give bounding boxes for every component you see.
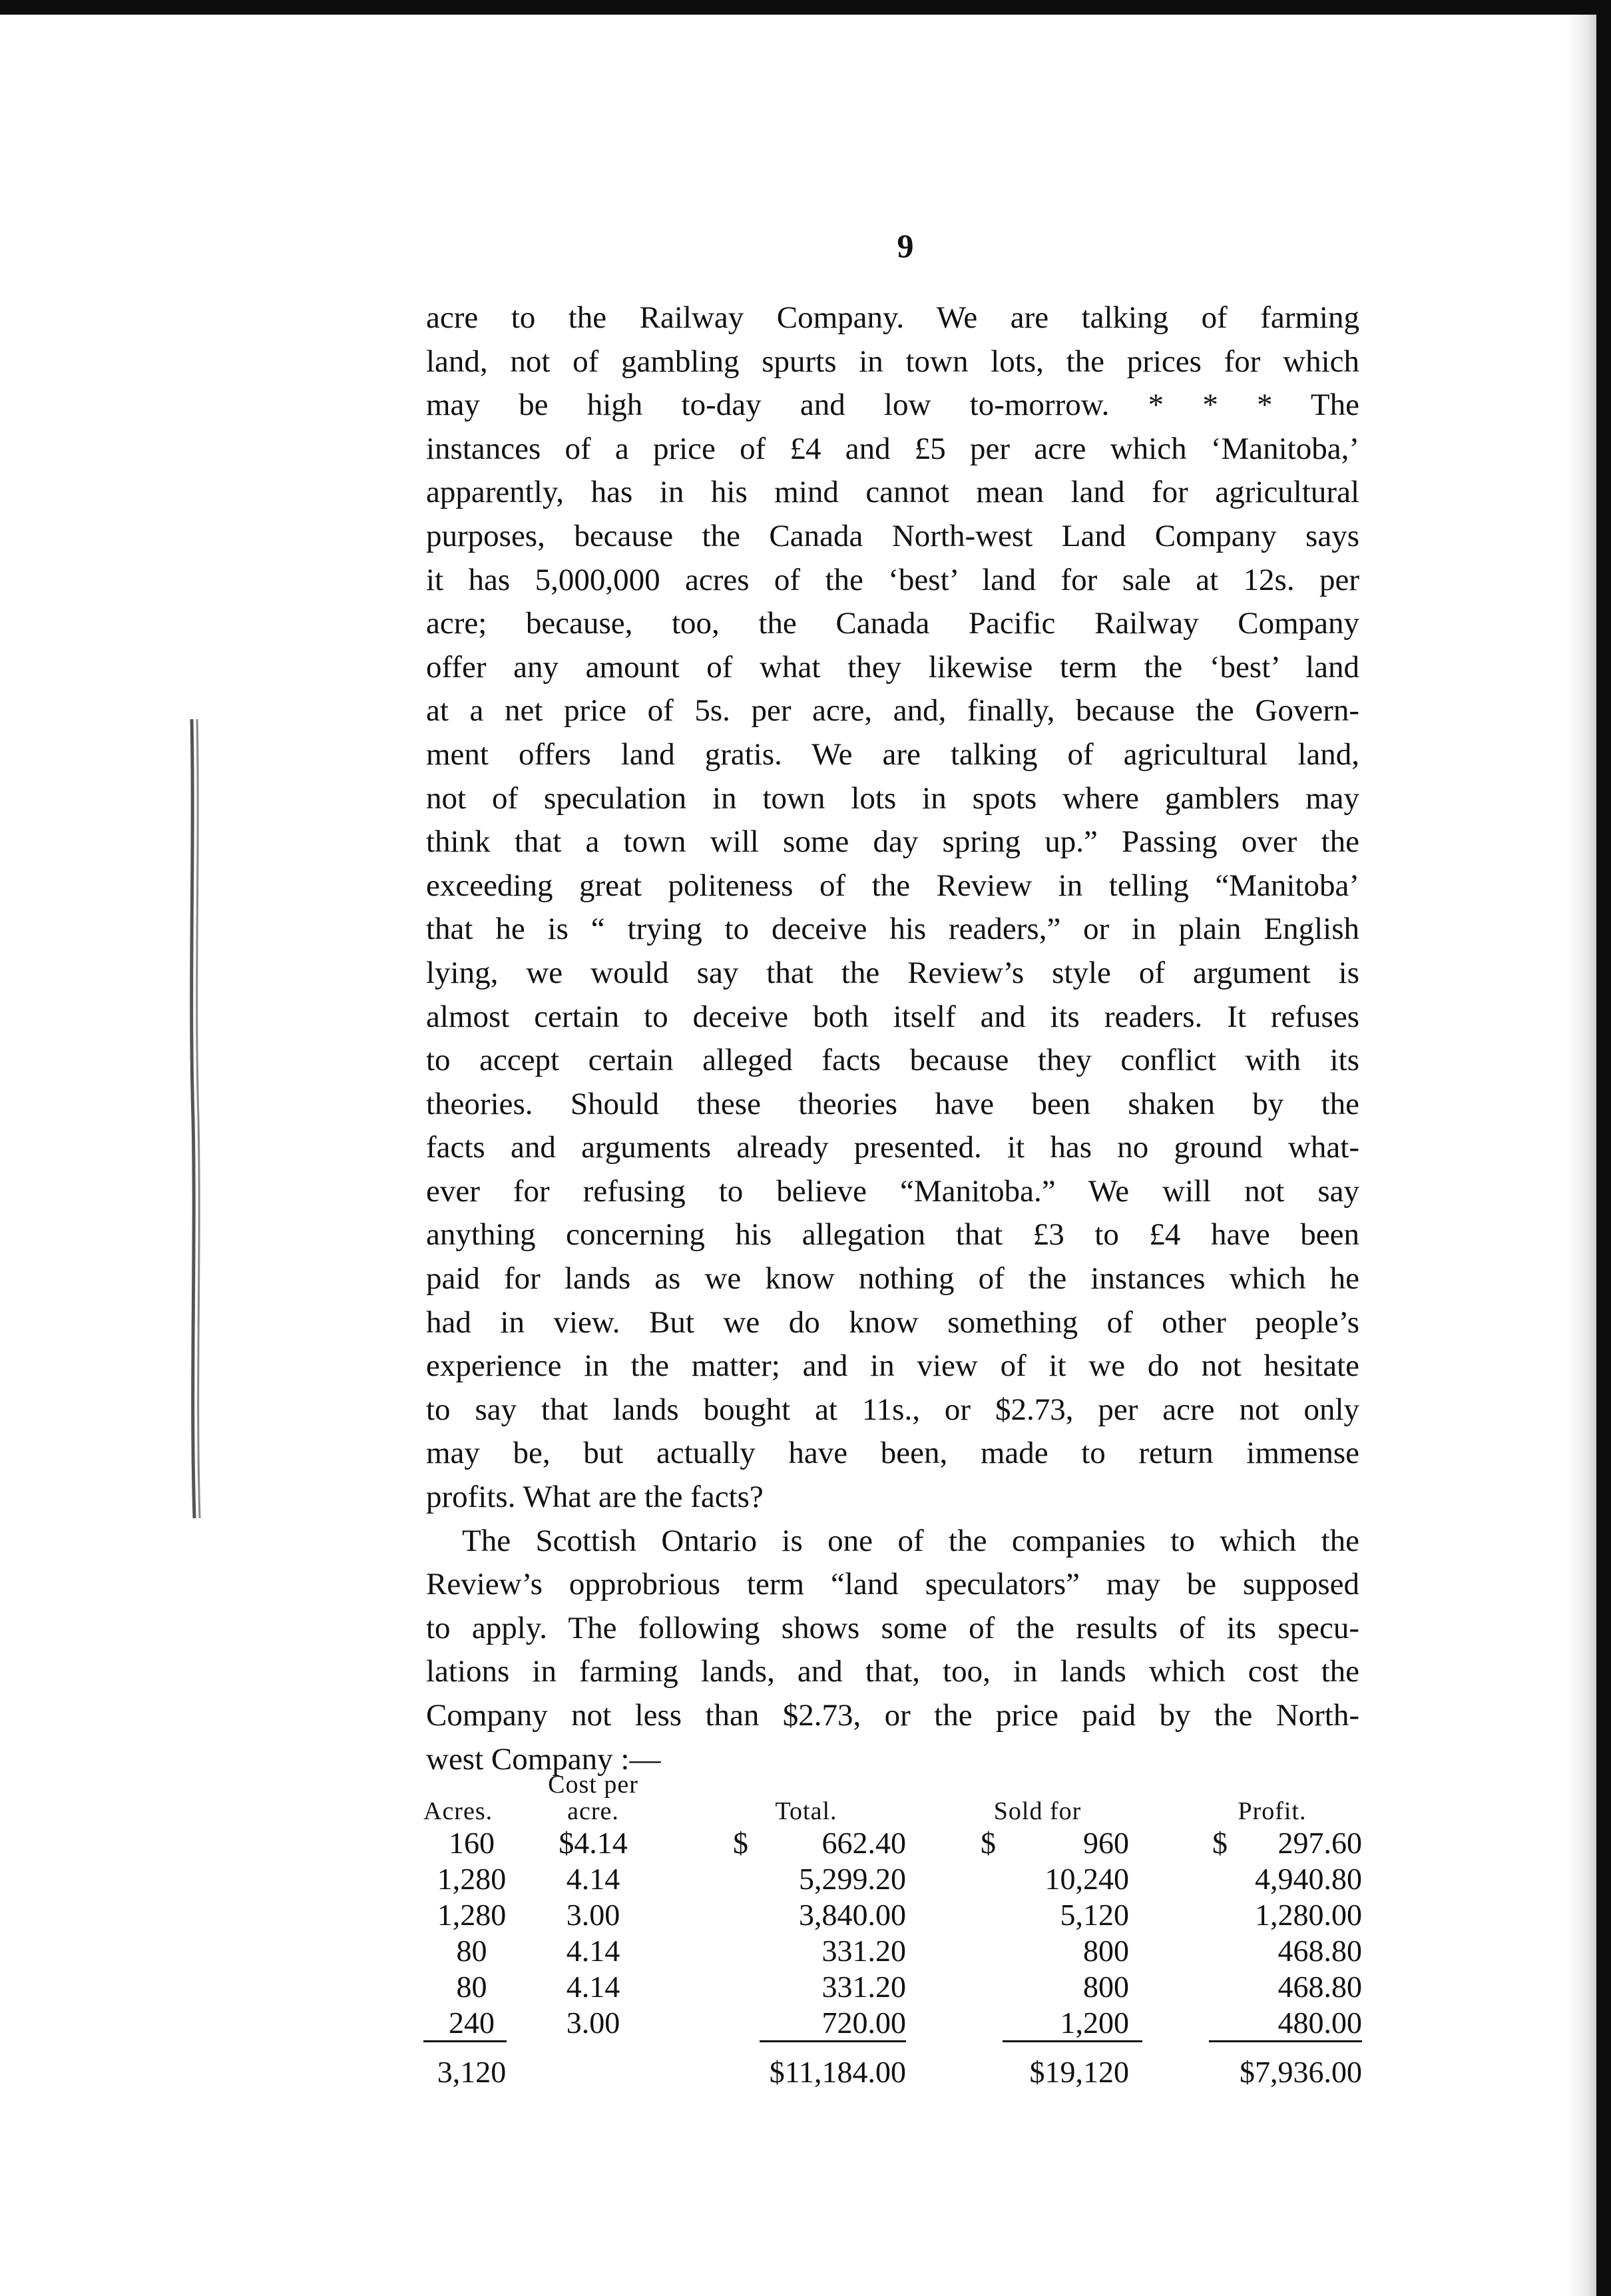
- cell-cost: 4.14: [566, 1934, 620, 1968]
- page-edge-shadow: [1566, 15, 1596, 2296]
- header-profit: Profit.: [1238, 1797, 1307, 1825]
- cell-acres: 240: [449, 2006, 495, 2040]
- table-row: [423, 1825, 1362, 1861]
- text-line: that he is “ trying to deceive his readers,” or in plain English: [426, 912, 1359, 947]
- cell-cost: 4.14: [566, 1862, 620, 1896]
- cell-acres: 160: [449, 1826, 495, 1860]
- sum-rule: [423, 2040, 507, 2042]
- text-line: ment offers land gratis. We are talking of agricultural land,: [426, 736, 1359, 772]
- cell-sold: [906, 1969, 1129, 2004]
- text-line: apparently, has in his mind cannot mean land for agricultural: [426, 475, 1359, 510]
- cell-cost: 3.00: [566, 1898, 620, 1932]
- sum-rule: [1209, 2040, 1362, 2042]
- header-cost-line2: acre.: [567, 1797, 619, 1825]
- dollar-sign: $: [981, 1826, 996, 1860]
- text-line: Review’s opprobrious term “land speculators” may be supposed: [426, 1567, 1359, 1602]
- table-row: [423, 2004, 1362, 2040]
- text-line: at a net price of 5s. per acre, and, finally, because the Govern-: [426, 693, 1359, 728]
- text-line: Company not less than $2.73, or the price paid by the North-: [426, 1698, 1359, 1733]
- text-line: lying, we would say that the Review’s style of argument is: [426, 955, 1359, 990]
- table-total-row: [423, 2043, 1362, 2090]
- sum-rule: [760, 2040, 906, 2042]
- sum-rule: [1003, 2040, 1142, 2042]
- cell-acres: 1,280: [437, 1862, 507, 1896]
- cell-profit-value: 468.80: [1277, 1934, 1362, 1968]
- cell-acres: 80: [456, 1934, 487, 1968]
- cell-sold: [906, 1897, 1129, 1932]
- cell-sold-value: 800: [1083, 1970, 1129, 2004]
- land-sales-table: [423, 1763, 1362, 2090]
- dollar-sign: $: [1212, 1826, 1228, 1860]
- cell-sold-value: 10,240: [1044, 1862, 1129, 1896]
- cell-sold: [906, 1933, 1129, 1968]
- cell-total-value: 3,840.00: [799, 1898, 906, 1932]
- page-number: 9: [897, 227, 914, 264]
- scan-border-right: [1596, 0, 1611, 2296]
- cell-profit-value: 297.60: [1277, 1826, 1362, 1860]
- total-sold: $19,120: [1029, 2055, 1129, 2089]
- text-line: almost certain to deceive both itself and its readers. It refuses: [426, 999, 1359, 1034]
- cell-sold-value: 5,120: [1060, 1898, 1129, 1932]
- total-total: $11,184.00: [769, 2055, 906, 2089]
- table-header-row: [423, 1763, 1362, 1825]
- cell-sold: [906, 2005, 1129, 2040]
- cell-total: [666, 1897, 906, 1932]
- text-line: profits. What are the facts?: [426, 1480, 764, 1515]
- cell-profit: [1129, 2005, 1362, 2040]
- cell-total: [666, 1969, 906, 2004]
- cell-acres: 80: [456, 1970, 487, 2004]
- cell-profit: [1129, 1969, 1362, 2004]
- cell-profit-value: 468.80: [1277, 1970, 1362, 2004]
- text-line: think that a town will some day spring up.” Passing over the: [426, 824, 1359, 860]
- cell-profit: [1129, 1897, 1362, 1932]
- text-line: acre to the Railway Company. We are talking of farming: [426, 300, 1359, 335]
- header-total: Total.: [775, 1797, 837, 1825]
- text-line: it has 5,000,000 acres of the ‘best’ land for sale at 12s. per: [426, 562, 1359, 597]
- text-line: ever for refusing to believe “Manitoba.” We will not say: [426, 1173, 1359, 1209]
- cell-total-value: 331.20: [821, 1970, 906, 2004]
- text-line: anything concerning his allegation that £3 to £4 have been: [426, 1217, 1359, 1253]
- header-acres: Acres.: [423, 1797, 493, 1825]
- text-line: may be high to-day and low to-morrow. * * * The: [426, 388, 1359, 423]
- cell-sold: [906, 1861, 1129, 1896]
- text-line: had in view. But we do know something of other people’s: [426, 1304, 1359, 1340]
- text-line: offer any amount of what they likewise term the ‘best’ land: [426, 649, 1359, 685]
- cell-profit: [1129, 1933, 1362, 1968]
- dollar-sign: $: [733, 1826, 748, 1860]
- binding-thread-image: [180, 719, 206, 1518]
- cell-profit: [1129, 1861, 1362, 1896]
- text-line: paid for lands as we know nothing of the instances which he: [426, 1261, 1359, 1296]
- total-profit: $7,936.00: [1240, 2055, 1362, 2089]
- table-row: [423, 1968, 1362, 2004]
- text-line: facts and arguments already presented. it has no ground what-: [426, 1130, 1359, 1165]
- cell-total: [666, 2005, 906, 2040]
- table-row: [423, 1932, 1362, 1968]
- table-row: [423, 1896, 1362, 1932]
- text-line: to apply. The following shows some of the results of its specu-: [426, 1610, 1359, 1645]
- text-line: experience in the matter; and in view of it we do not hesitate: [426, 1348, 1359, 1384]
- cell-acres: 1,280: [437, 1898, 507, 1932]
- cell-sold: [906, 1825, 1129, 1861]
- cell-profit-value: 480.00: [1277, 2006, 1362, 2040]
- text-line: west Company :—: [426, 1741, 661, 1777]
- text-line: exceeding great politeness of the Review in telling “Manitoba’: [426, 868, 1359, 903]
- scan-border-top: [0, 0, 1611, 15]
- cell-sold-value: 800: [1083, 1934, 1129, 1968]
- text-line: may be, but actually have been, made to return immense: [426, 1436, 1359, 1471]
- text-line: land, not of gambling spurts in town lots, the prices for which: [426, 344, 1359, 379]
- cell-profit-value: 1,280.00: [1255, 1898, 1362, 1932]
- cell-sold-value: 1,200: [1060, 2006, 1129, 2040]
- cell-sold-value: 960: [1083, 1826, 1129, 1860]
- cell-cost: 3.00: [566, 2006, 620, 2040]
- text-line: not of speculation in town lots in spots where gamblers may: [426, 780, 1359, 816]
- header-cost-line1: Cost per: [548, 1771, 638, 1799]
- header-sold-for: Sold for: [993, 1797, 1082, 1825]
- cell-total-value: 331.20: [821, 1934, 906, 1968]
- cell-total: [666, 1861, 906, 1896]
- text-line: lations in farming lands, and that, too, in lands which cost the: [426, 1654, 1359, 1689]
- cell-cost: $4.14: [559, 1826, 628, 1860]
- text-line: The Scottish Ontario is one of the companies to which the: [462, 1523, 1359, 1558]
- cell-total-value: 5,299.20: [799, 1862, 906, 1896]
- cell-total: [666, 1825, 906, 1861]
- text-line: instances of a price of £4 and £5 per acre which ‘Manitoba,’: [426, 431, 1359, 466]
- cell-total: [666, 1933, 906, 1968]
- cell-profit-value: 4,940.80: [1255, 1862, 1362, 1896]
- text-line: to say that lands bought at 11s., or $2.73, per acre not only: [426, 1392, 1359, 1427]
- total-acres: 3,120: [437, 2055, 507, 2089]
- cell-profit: [1129, 1825, 1362, 1861]
- body-text: [426, 296, 1359, 1781]
- text-line: to accept certain alleged facts because they conflict with its: [426, 1043, 1359, 1078]
- cell-total-value: 662.40: [821, 1826, 906, 1860]
- text-line: purposes, because the Canada North-west Land Company says: [426, 518, 1359, 553]
- table-row: [423, 1861, 1362, 1896]
- text-line: theories. Should these theories have been shaken by the: [426, 1086, 1359, 1121]
- header-cost-per-acre: [520, 1771, 666, 1825]
- cell-cost: 4.14: [566, 1970, 620, 2004]
- text-line: acre; because, too, the Canada Pacific Railway Company: [426, 606, 1359, 641]
- cell-total-value: 720.00: [821, 2006, 906, 2040]
